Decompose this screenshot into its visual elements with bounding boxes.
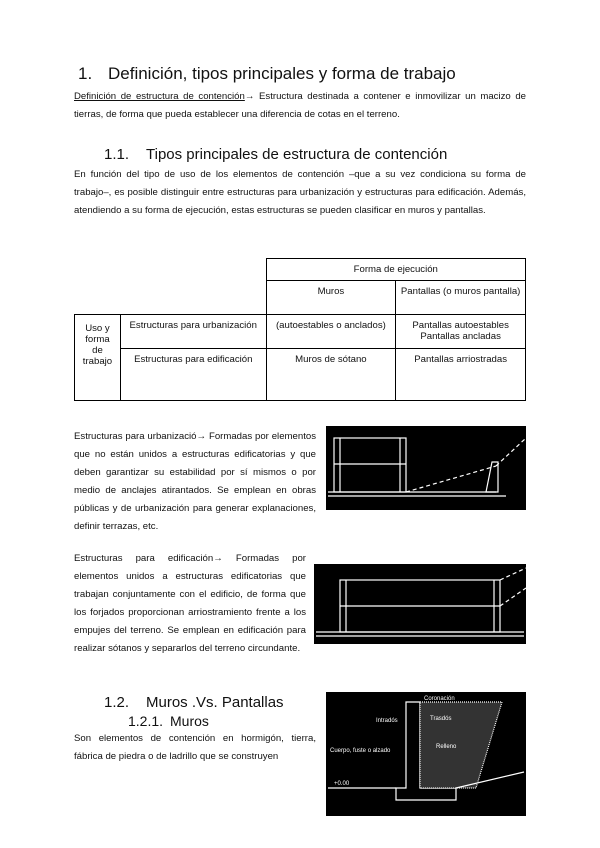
section-1-2-1-number: 1.2.1. (128, 713, 164, 729)
label-cota: +0.00 (334, 781, 350, 787)
table-row2-muros: Muros de sótano (266, 349, 396, 401)
muro-diagram (326, 692, 526, 816)
classification-table (74, 258, 526, 401)
section-1-1-number: 1.1. (104, 146, 130, 163)
table-row-label: Uso y forma de trabajo (75, 315, 121, 401)
section-1-2-title: Muros .Vs. Pantallas (146, 694, 284, 711)
table-col-pantallas: Pantallas (o muros pantalla) (396, 281, 526, 315)
label-relleno: Relleno (436, 744, 457, 750)
section-1-1-heading (104, 146, 447, 163)
label-coronacion: Coronación (424, 696, 455, 702)
table-header-forma: Forma de ejecución (266, 259, 525, 281)
section-1-title: Definición, tipos principales y forma de trabajo (108, 64, 456, 83)
table-row1-label: Estructuras para urbanización (120, 315, 266, 349)
section-1-2-number: 1.2. (104, 694, 130, 711)
edificacion-paragraph: Estructuras para edificación→ Formadas por elementos unidos a estructuras edificatorias que trabajan conjuntamente con el edificio, de forma que los forjados proporcionan arriostramiento frente a los empujes del terreno. Se emplean en edificación para realizar sótanos y separarlos del terreno circundante. (74, 553, 306, 654)
label-cuerpo: Cuerpo, fuste o alzado (330, 748, 391, 754)
table-row2-pantallas: Pantallas arriostradas (396, 349, 526, 401)
urbanizacion-figure (326, 426, 526, 510)
section-1-2-1-title: Muros (170, 713, 209, 729)
section-1-1-title: Tipos principales de estructura de contención (146, 146, 448, 163)
table-row2-label: Estructuras para edificación (120, 349, 266, 401)
definition-text: → Estructura destinada a contener e inmovilizar un macizo de tierras, de forma que pueda establecer una diferencia de cotas en el terreno. (74, 91, 526, 120)
table-row1-muros: (autoestables o anclados) (266, 315, 396, 349)
edificacion-figure (314, 564, 526, 644)
section-1-2-1-heading (128, 713, 209, 729)
urbanizacion-paragraph: Estructuras para urbanizació→ Formadas por elementos que no están unidos a estructuras edificatorias y que deben garantizar su estabilidad por sí mismos o por medio de anclajes atirantados. Se emplean en obras públicas y de urbanización para generar explanaciones, definir terrazas, etc. (74, 431, 316, 532)
table-row1-pantallas: Pantallas autoestables Pantallas ancladas (396, 315, 526, 349)
label-trasdos: Trasdós (430, 716, 452, 722)
definition-label: Definición de estructura de contención (74, 91, 245, 102)
label-intrados: Intradós (376, 718, 398, 724)
section-1-2-heading (104, 694, 284, 711)
definition-paragraph (74, 88, 526, 124)
types-paragraph: En función del tipo de uso de los elementos de contención –que a su vez condiciona su forma de trabajo–, es posible distinguir entre estructuras para urbanización y estructuras para edificación. Además, atendiendo a su forma de ejecución, estas estructuras se pueden clasificar en muros y pantallas. (74, 169, 526, 216)
section-1-number: 1. (78, 64, 93, 83)
section-1-heading (78, 64, 456, 84)
muros-paragraph: Son elementos de contención en hormigón, tierra, fábrica de piedra o de ladrillo que se construyen (74, 733, 316, 762)
table-col-muros: Muros (266, 281, 396, 315)
